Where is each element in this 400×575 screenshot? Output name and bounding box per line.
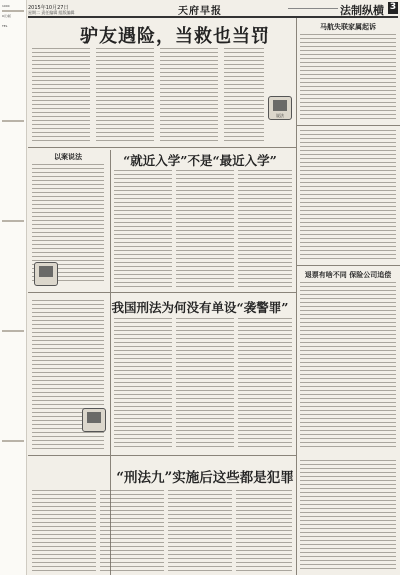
badge-photo: [273, 100, 287, 111]
right-article-title: 马航失联家属起诉: [320, 23, 376, 31]
article-text: [300, 34, 396, 120]
binding-note: 0元/版: [2, 14, 11, 18]
header-meta: 星期二 责任编辑 组版编辑: [28, 10, 75, 15]
binding-note: TEL: [2, 24, 8, 28]
article-text: [238, 170, 292, 288]
article-text: [236, 490, 292, 572]
article-text: [300, 282, 396, 450]
badge-label: 说法: [276, 113, 284, 118]
row-divider: [296, 265, 400, 266]
newspaper-logo: 天府早报: [178, 6, 222, 17]
page-header: [28, 2, 398, 18]
article-text: [32, 48, 90, 144]
article-text: [114, 318, 172, 450]
article-text: [114, 170, 172, 288]
headline-main: 驴友遇险，当救也当罚: [80, 26, 270, 47]
article-text: [160, 48, 218, 144]
left-article-title: 以案说法: [54, 153, 82, 161]
row-divider: [28, 147, 296, 148]
article-text: [238, 318, 292, 450]
header-date: 2015年10月27日: [28, 5, 69, 11]
article-text: [168, 490, 232, 572]
section-title: 法制纵横: [340, 4, 384, 17]
column-badge: [82, 408, 106, 432]
headline-assault-police: 我国刑法为何没有单设“袭警罪”: [111, 300, 289, 315]
article-text: [96, 48, 154, 144]
badge-photo: [39, 266, 53, 277]
page-number: 3: [389, 2, 397, 12]
headline-criminal-law: “刑法九”实施后这些都是犯罪: [116, 470, 294, 486]
badge-photo: [87, 412, 101, 423]
article-text: [176, 318, 234, 450]
binding-strip: [0, 0, 27, 575]
article-text: [300, 130, 396, 260]
row-divider: [28, 292, 110, 293]
row-divider: [28, 455, 296, 456]
right-article-title: 退票有啥不同 保险公司追偿: [304, 271, 392, 279]
column-badge: [34, 262, 58, 286]
article-text: [32, 490, 96, 572]
headline-near-school: “就近入学”不是“最近入学”: [123, 153, 277, 168]
row-divider: [296, 125, 400, 126]
row-divider: [110, 292, 296, 293]
article-text: [224, 48, 264, 144]
column-divider: [296, 18, 297, 575]
header-rule: [288, 8, 338, 9]
column-badge: [268, 96, 292, 120]
article-text: [176, 170, 234, 288]
article-text: [300, 460, 396, 570]
binding-note: 100C: [2, 4, 10, 8]
article-text: [100, 490, 164, 572]
